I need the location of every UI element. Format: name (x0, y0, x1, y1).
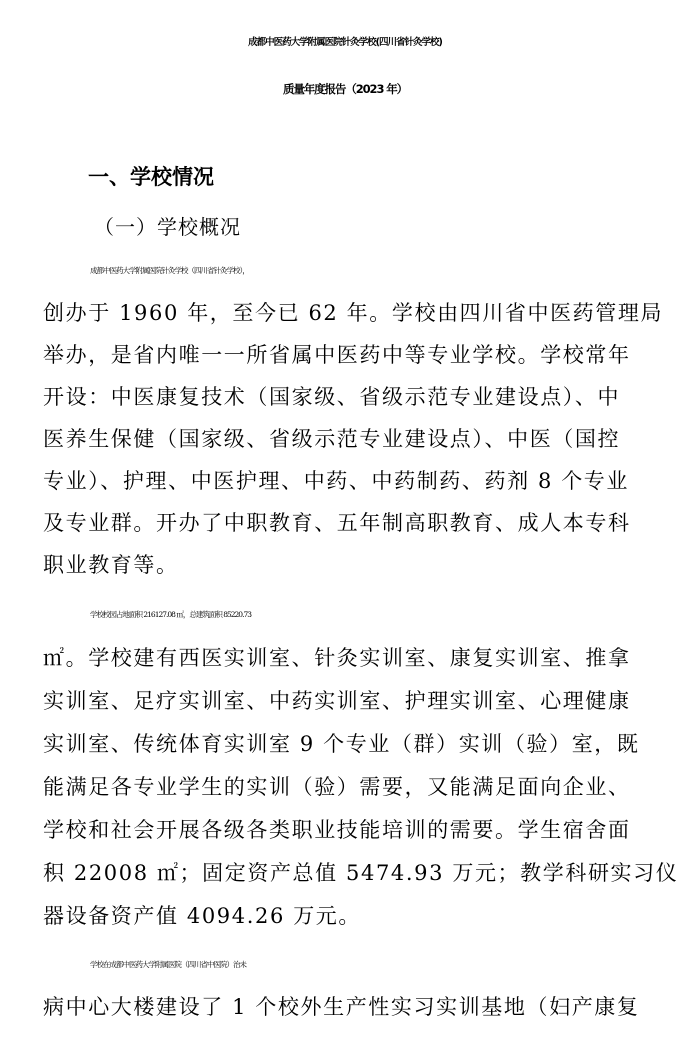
paragraph-2-line: 实训室、足疗实训室、中药实训室、护理实训室、心理健康 (43, 689, 631, 713)
paragraph-2-line: 学校校园占地面积 216127.08 ㎡，总建筑面积 85220.73 (90, 610, 251, 619)
paragraph-1-line: 专业）、护理、中医护理、中药、中药制药、药剂 8 个专业 (43, 469, 630, 493)
paragraph-1-line: 举办，是省内唯一一所省属中医药中等专业学校。学校常年 (43, 343, 631, 367)
paragraph-1-line: 成都中医药大学附属医院针灸学校（四川省针灸学校）， (90, 266, 249, 275)
paragraph-3-line: 学校在成都中医药大学附属医院（四川省中医院）治未 (90, 960, 246, 969)
document-title-line-2: 质量年度报告（2023 年） (282, 82, 408, 96)
subsection-heading: （一）学校概况 (94, 215, 241, 239)
paragraph-2-line: 器设备资产值 4094.26 万元。 (43, 904, 361, 928)
paragraph-1-line: 医养生保健（国家级、省级示范专业建设点）、中医（国控 (43, 427, 621, 451)
paragraph-1-line: 及专业群。开办了中职教育、五年制高职教育、成人本专科 (43, 511, 631, 535)
document-title-line-1: 成都中医药大学附属医院针灸学校(四川省针灸学校) (248, 37, 442, 48)
paragraph-2-line: 学校和社会开展各级各类职业技能培训的需要。学生宿舍面 (43, 818, 631, 842)
paragraph-1-line: 开设：中医康复技术（国家级、省级示范专业建设点）、中 (43, 385, 621, 409)
paragraph-2-line: 能满足各专业学生的实训（验）需要，又能满足面向企业、 (43, 775, 631, 799)
paragraph-3-line: 病中心大楼建设了 1 个校外生产性实习实训基地（妇产康复 (43, 995, 640, 1019)
paragraph-2-line: ㎡。学校建有西医实训室、针灸实训室、康复实训室、推拿 (43, 646, 631, 670)
section-heading: 一、学校情况 (88, 165, 214, 189)
paragraph-1-line: 职业教育等。 (43, 553, 179, 577)
paragraph-1-line: 创办于 1960 年，至今已 62 年。学校由四川省中医药管理局 (43, 301, 664, 325)
paragraph-2-line: 积 22008 ㎡；固定资产总值 5474.93 万元；教学科研实习仪 (43, 861, 679, 885)
paragraph-2-line: 实训室、传统体育实训室 9 个专业（群）实训（验）室，既 (43, 732, 640, 756)
